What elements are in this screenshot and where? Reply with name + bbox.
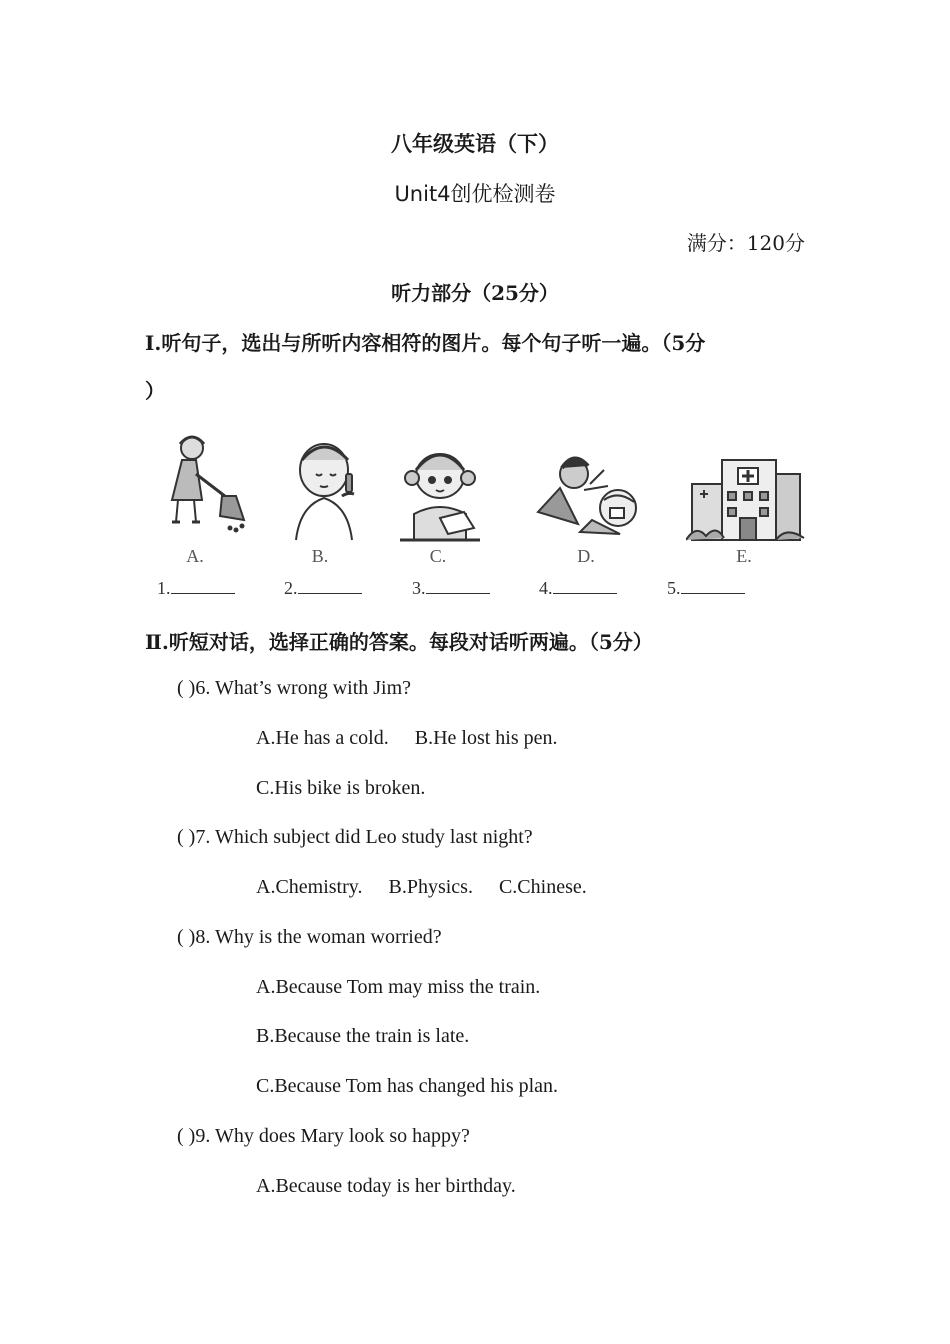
picture-label: B. [311,546,329,566]
answer-bracket[interactable]: ( ) [177,677,196,699]
option-row [256,1025,469,1048]
option: C.Because Tom has changed his plan. [256,1075,559,1097]
full-score: 满分：120分 [686,231,805,255]
answer-bracket[interactable]: ( ) [177,826,196,848]
answer-blank[interactable] [157,578,235,599]
girl-reading-icon [400,430,520,542]
question [177,1125,470,1148]
option-row [256,1075,558,1098]
option: B.He lost his pen. [414,727,558,749]
picture-label: C. [429,546,447,566]
question [177,926,442,949]
section1-title: Ⅰ.听句子，选出与所听内容相符的图片。每个句子听一遍。（5分 [145,331,706,355]
picture-label: A. [186,546,204,566]
option-row [256,1175,516,1198]
question-text: 9. Why does Mary look so happy? [195,1125,470,1147]
option-row [256,976,540,999]
answer-blank[interactable] [412,578,490,599]
boy-phone-icon [282,430,402,542]
option: C.His bike is broken. [256,777,426,799]
section1-title-cont: ） [145,379,165,403]
blank-number: 4. [539,578,553,598]
option: A.Chemistry. [256,876,363,898]
question-text: 7. Which subject did Leo study last night? [195,826,533,848]
answer-bracket[interactable]: ( ) [177,1125,196,1147]
blank-number: 5. [667,578,681,598]
option-row [256,777,425,800]
option: A.Because today is her birthday. [256,1175,516,1197]
option: B.Because the train is late. [256,1025,470,1047]
option: A.Because Tom may miss the train. [256,976,541,998]
blank-number: 3. [412,578,426,598]
option: A.He has a cold. [256,727,389,749]
question [177,826,533,849]
option: C.Chinese. [498,876,587,898]
hospital-icon [686,430,806,542]
picture-label: D. [577,546,595,566]
answer-blank[interactable] [284,578,362,599]
question [177,677,411,700]
girl-sweeping-icon [150,430,270,542]
option-row [256,727,558,750]
question-text: 8. Why is the woman worried? [195,926,442,948]
exam-subtitle: Unit4创优检测卷 [394,182,556,206]
answer-blank[interactable] [667,578,745,599]
listening-heading: 听力部分（25分） [391,281,559,305]
blank-number: 2. [284,578,298,598]
answer-bracket[interactable]: ( ) [177,926,196,948]
blank-number: 1. [157,578,171,598]
kids-fighting-icon [534,430,654,542]
section2-title: Ⅱ.听短对话，选择正确的答案。每段对话听两遍。（5分） [145,630,653,654]
answer-blank[interactable] [539,578,617,599]
exam-title: 八年级英语（下） [391,132,559,156]
option: B.Physics. [388,876,473,898]
picture-label: E. [736,546,752,566]
option-row [256,876,587,899]
question-text: 6. What’s wrong with Jim? [195,677,412,699]
